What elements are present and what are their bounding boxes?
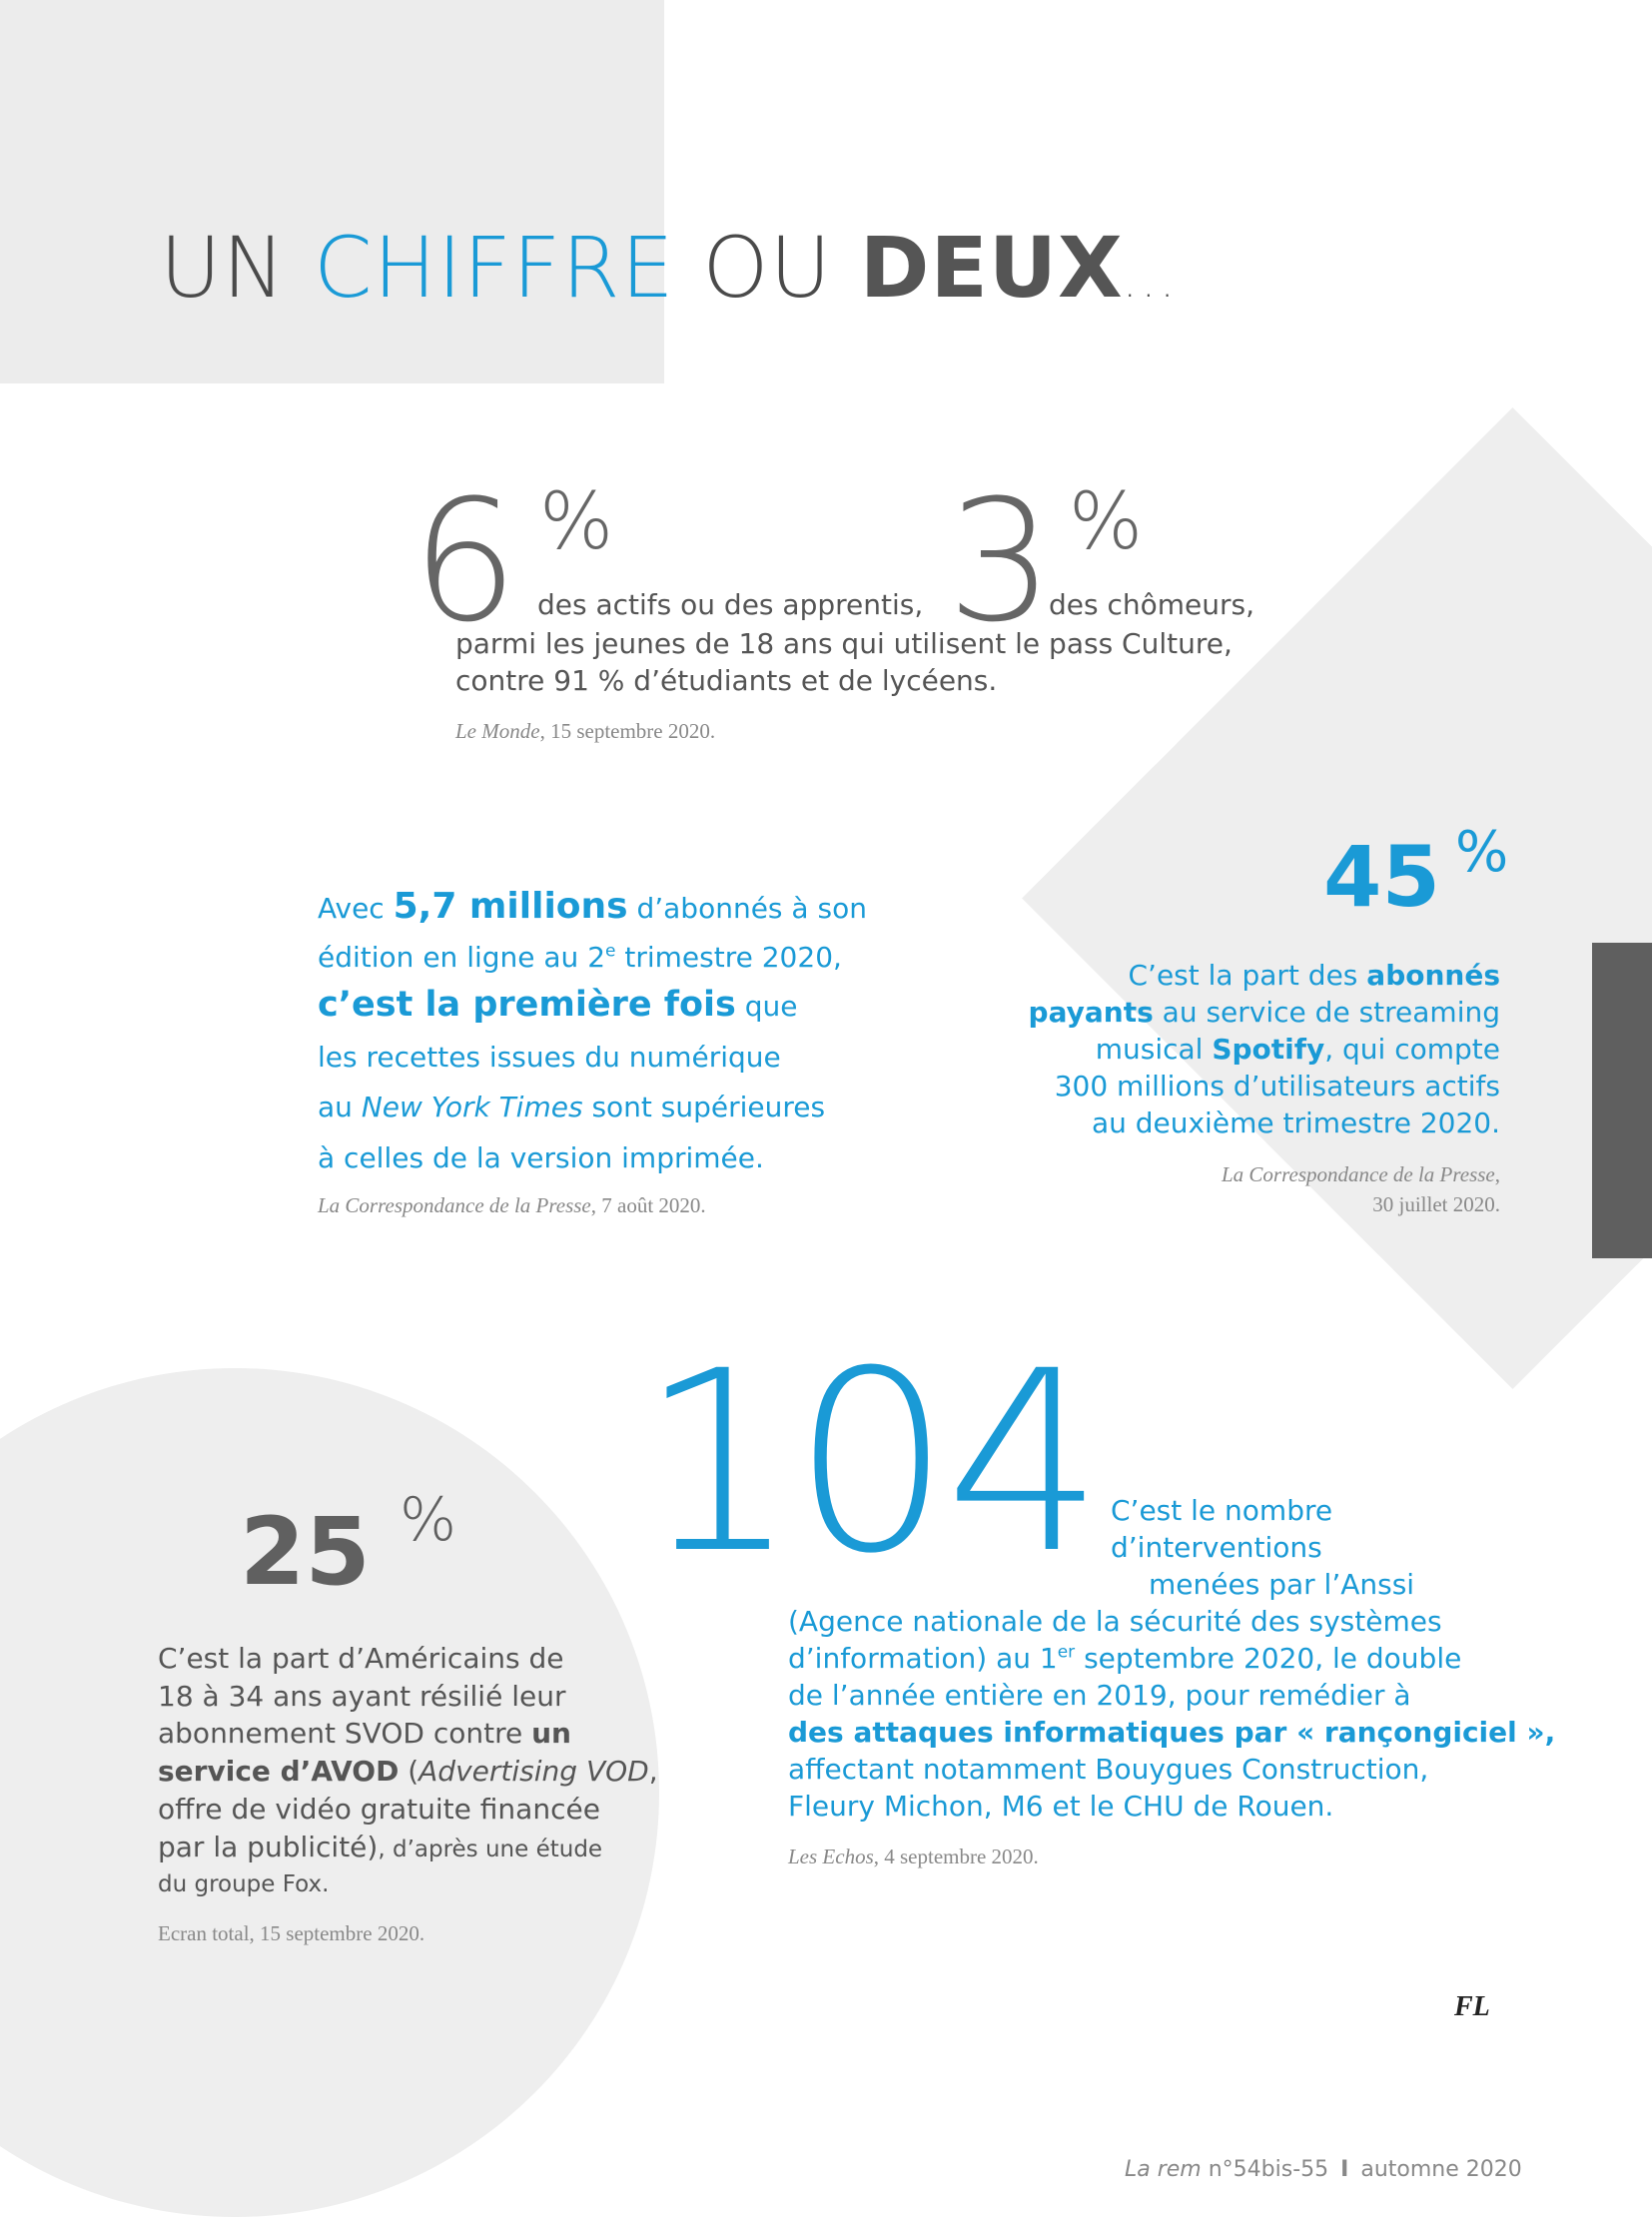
footer-journal: La rem	[1125, 2157, 1202, 2182]
stat1-percent-6: %	[539, 477, 614, 567]
stat3-l2-post: au service de streaming	[1153, 996, 1500, 1029]
stat3-line-5: au deuxième trimestre 2020.	[1091, 1107, 1500, 1139]
stat3-source-date: 30 juillet 2020.	[1372, 1192, 1500, 1216]
stat1-line-etudiants: contre 91 % d’étudiants et de lycéens.	[455, 664, 998, 697]
stat4-l5-pre: d’information) au 1	[788, 1642, 1058, 1675]
stat5-number-25: 25	[240, 1498, 371, 1607]
stat2-premiere-fois: c’est la première fois	[318, 985, 736, 1025]
stat2-line-4: les recettes issues du numérique	[318, 1041, 781, 1074]
author-signature: FL	[1454, 1991, 1490, 2022]
stat3-line-3	[1096, 1033, 1500, 1066]
stat4-number-104: 104	[639, 1317, 1099, 1608]
stat5-line-7: du groupe Fox.	[158, 1871, 330, 1897]
page-title	[160, 219, 1180, 317]
title-part-un: UN	[160, 219, 315, 317]
stat2-line-1	[318, 886, 867, 927]
stat1-line-pass-culture: parmi les jeunes de 18 ans qui utilisent le pass Culture,	[455, 627, 1233, 660]
stat3-number-45: 45	[1323, 828, 1440, 926]
side-tab	[1592, 943, 1652, 1258]
stat5-un: un	[531, 1717, 571, 1750]
title-part-chiffre: CHIFFRE	[314, 219, 675, 317]
stat4-line-1: C’est le nombre	[1111, 1494, 1333, 1527]
stat2-line-2	[318, 941, 842, 974]
stat4-source	[788, 1845, 1039, 1869]
stat4-source-name: Les Echos	[788, 1845, 874, 1868]
stat1-label-chomeurs: des chômeurs,	[1049, 588, 1255, 621]
stat5-l6-main: par la publicité)	[158, 1831, 379, 1863]
stat4-rancongiciel: des attaques informatiques par « rançongiciel »	[788, 1716, 1545, 1749]
stat2-l1-pre: Avec	[318, 892, 394, 925]
stat1-number-6: 6	[412, 463, 518, 659]
stat4-line-4: (Agence nationale de la sécurité des systèmes	[788, 1605, 1442, 1638]
footer-separator: I	[1340, 2157, 1349, 2182]
stat1-source-name: Le Monde	[455, 719, 540, 743]
stat2-l2-sup: e	[605, 941, 616, 962]
stat4-source-date: , 4 septembre 2020.	[873, 1845, 1039, 1868]
title-background	[0, 0, 664, 383]
stat5-l6-small: , d’après une étude	[378, 1837, 603, 1862]
stat2-l5-pre: au	[318, 1091, 362, 1123]
footer-issue: n°54bis-55	[1201, 2157, 1329, 2182]
stat3-percent: %	[1455, 820, 1509, 885]
stat4-line-8: affectant notamment Bouygues Construction,	[788, 1753, 1429, 1786]
stat2-line-6: à celles de la version imprimée.	[318, 1141, 764, 1174]
stat3-l3-pre: musical	[1095, 1033, 1213, 1066]
title-ellipsis: ...	[1123, 261, 1180, 307]
stat3-source-name: La Correspondance de la Presse	[1222, 1162, 1495, 1186]
stat4-line-7	[788, 1716, 1555, 1749]
stat3-line-1	[1129, 959, 1501, 992]
stat5-line-3	[158, 1716, 571, 1752]
stat2-millions: 5,7 millions	[393, 886, 628, 927]
stat3-spotify: Spotify	[1212, 1033, 1325, 1066]
stat5-line-1: C’est la part d’Américains de	[158, 1642, 564, 1675]
stat3-l3-post: , qui compte	[1324, 1033, 1500, 1066]
stat2-l5-post: sont supérieures	[582, 1091, 826, 1123]
stat2-source-date: , 7 août 2020.	[590, 1193, 706, 1217]
stat5-advertising-vod: Advertising VOD	[418, 1755, 649, 1788]
stat3-l1-pre: C’est la part des	[1128, 959, 1367, 992]
stat3-abonnes: abonnés	[1366, 959, 1500, 992]
stat2-l2-pre: édition en ligne au 2	[318, 941, 606, 974]
title-part-ou: OU	[674, 219, 860, 317]
stat4-l5-post: septembre 2020, le double	[1075, 1642, 1462, 1675]
stat4-l5-sup: er	[1057, 1642, 1076, 1663]
stat5-line-5: offre de vidéo gratuite financée	[158, 1793, 600, 1826]
stat2-line-3	[318, 985, 798, 1025]
stat4-l7-post: ,	[1544, 1716, 1556, 1749]
stat2-new-york-times: New York Times	[361, 1091, 583, 1123]
stat4-line-5	[788, 1642, 1461, 1675]
stat3-line-2	[1029, 996, 1500, 1029]
stat3-payants: payants	[1028, 996, 1154, 1029]
stat5-l4-pre: (	[399, 1755, 419, 1788]
stat3-source-name-line: La Correspondance de la Presse,	[1222, 1162, 1500, 1186]
stat1-source-date: , 15 septembre 2020.	[539, 719, 716, 743]
footer-season: automne 2020	[1360, 2157, 1522, 2182]
stat2-l2-post: trimestre 2020,	[615, 941, 842, 974]
stat2-source	[318, 1193, 706, 1218]
stat1-number-3: 3	[947, 463, 1054, 659]
stat2-l1-post: d’abonnés à son	[627, 892, 867, 925]
stat4-line-6: de l’année entière en 2019, pour remédier à	[788, 1679, 1411, 1712]
stat5-l3-pre: abonnement SVOD contre	[158, 1717, 532, 1750]
stat5-line-4	[158, 1754, 658, 1790]
stat5-line-2: 18 à 34 ans ayant résilié leur	[158, 1680, 566, 1713]
stat5-source: Ecran total, 15 septembre 2020.	[158, 1921, 425, 1945]
stat4-line-9: Fleury Michon, M6 et le CHU de Rouen.	[788, 1790, 1334, 1823]
stat2-l3-post: que	[735, 990, 798, 1023]
stat1-percent-3: %	[1069, 477, 1144, 567]
stat1-source	[455, 719, 715, 744]
stat5-line-6	[158, 1830, 602, 1865]
stat2-line-5	[318, 1091, 825, 1123]
stat1-label-apprentis: des actifs ou des apprentis,	[537, 588, 924, 621]
stat3-line-4: 300 millions d’utilisateurs actifs	[1054, 1070, 1500, 1103]
stat4-line-3: menées par l’Anssi	[1149, 1568, 1415, 1601]
title-part-deux: DEUX	[859, 219, 1124, 317]
stat5-percent: %	[400, 1485, 457, 1555]
stat2-source-name: La Correspondance de la Presse	[318, 1193, 591, 1217]
stat4-line-2: d’interventions	[1111, 1531, 1322, 1564]
stat5-service-avod: service d’AVOD	[158, 1755, 400, 1788]
stat5-l4-post: ,	[648, 1755, 658, 1788]
page-footer	[1125, 2157, 1522, 2182]
